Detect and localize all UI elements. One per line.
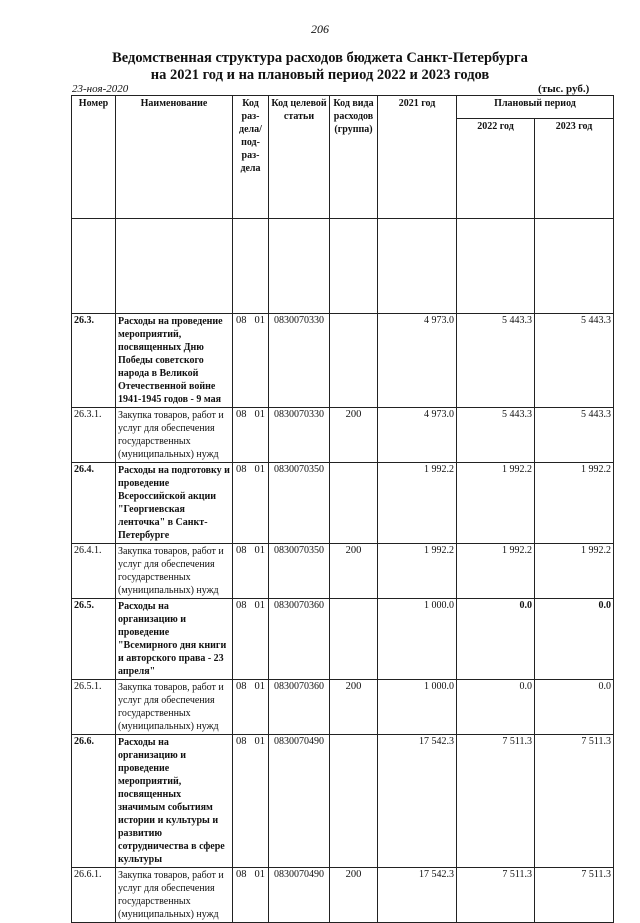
row-amount-2022: 1 992.2 (457, 544, 535, 599)
row-name: Закупка товаров, работ и услуг для обеспечения государственных (муниципальных) нужд (116, 868, 233, 923)
row-amount-2021: 1 992.2 (378, 463, 457, 544)
header-2023: 2023 год (535, 119, 614, 219)
row-amount-2023: 7 511.3 (535, 735, 614, 868)
row-target-code: 0830070350 (269, 463, 330, 544)
row-amount-2023: 0.0 (535, 680, 614, 735)
subsection-code: 01 (254, 464, 265, 475)
table-row (72, 314, 614, 408)
row-amount-2023: 5 443.3 (535, 408, 614, 463)
row-amount-2023: 1 992.2 (535, 544, 614, 599)
row-expense-group: 200 (330, 680, 378, 735)
row-section-code (233, 544, 269, 599)
table-row (72, 599, 614, 680)
header-section-code: Код раз-дела/ под-раз-дела (233, 96, 269, 219)
table-row (72, 544, 614, 599)
header-target-code: Код целевой статьи (269, 96, 330, 219)
row-amount-2023: 0.0 (535, 599, 614, 680)
row-amount-2022: 1 992.2 (457, 463, 535, 544)
row-amount-2021: 1 992.2 (378, 544, 457, 599)
header-name: Наименование (116, 96, 233, 219)
table-row (72, 463, 614, 544)
section-code: 08 (236, 409, 247, 420)
row-name: Расходы на подготовку и проведение Всероссийской акции "Георгиевская ленточка" в Санкт-Петербурге (116, 463, 233, 544)
row-amount-2023: 5 443.3 (535, 314, 614, 408)
row-name: Закупка товаров, работ и услуг для обеспечения государственных (муниципальных) нужд (116, 680, 233, 735)
section-code: 08 (236, 464, 247, 475)
row-section-code (233, 408, 269, 463)
row-amount-2021: 4 973.0 (378, 314, 457, 408)
row-amount-2022: 0.0 (457, 680, 535, 735)
row-section-code (233, 735, 269, 868)
section-code: 08 (236, 681, 247, 692)
row-expense-group: 200 (330, 408, 378, 463)
section-code: 08 (236, 600, 247, 611)
row-amount-2023: 7 511.3 (535, 868, 614, 923)
row-amount-2022: 5 443.3 (457, 314, 535, 408)
row-number: 26.3.1. (72, 408, 116, 463)
table-row (72, 680, 614, 735)
row-target-code: 0830070360 (269, 680, 330, 735)
row-number: 26.6. (72, 735, 116, 868)
row-expense-group (330, 314, 378, 408)
subsection-code: 01 (254, 545, 265, 556)
row-target-code: 0830070330 (269, 408, 330, 463)
row-section-code (233, 599, 269, 680)
subsection-code: 01 (254, 315, 265, 326)
row-name: Расходы на проведение мероприятий, посвященных Дню Победы советского народа в Великой Отечественной войне 1941-1945 годов - 9 мая (116, 314, 233, 408)
subsection-code: 01 (254, 681, 265, 692)
header-number: Номер (72, 96, 116, 219)
row-target-code: 0830070350 (269, 544, 330, 599)
row-number: 26.5.1. (72, 680, 116, 735)
budget-table (71, 95, 614, 923)
row-number: 26.4. (72, 463, 116, 544)
subsection-code: 01 (254, 409, 265, 420)
row-number: 26.5. (72, 599, 116, 680)
row-section-code (233, 680, 269, 735)
row-section-code (233, 868, 269, 923)
row-amount-2023: 1 992.2 (535, 463, 614, 544)
row-number: 26.6.1. (72, 868, 116, 923)
header-planned-period: Плановый период (457, 96, 614, 119)
row-target-code: 0830070490 (269, 735, 330, 868)
row-target-code: 0830070490 (269, 868, 330, 923)
row-expense-group (330, 463, 378, 544)
row-expense-group (330, 735, 378, 868)
row-expense-group (330, 599, 378, 680)
header-2021: 2021 год (378, 96, 457, 219)
row-amount-2022: 5 443.3 (457, 408, 535, 463)
row-amount-2022: 7 511.3 (457, 735, 535, 868)
table-body (72, 219, 614, 923)
table-row (72, 408, 614, 463)
row-amount-2021: 4 973.0 (378, 408, 457, 463)
subsection-code: 01 (254, 736, 265, 747)
table-row (72, 735, 614, 868)
document-date: 23-ноя-2020 (72, 83, 129, 95)
row-name: Расходы на организацию и проведение "Всемирного дня книги и авторского права - 23 апреля" (116, 599, 233, 680)
section-code: 08 (236, 315, 247, 326)
title-line-1: Ведомственная структура расходов бюджета Санкт-Петербурга (112, 50, 528, 66)
row-amount-2021: 17 542.3 (378, 735, 457, 868)
row-name: Закупка товаров, работ и услуг для обеспечения государственных (муниципальных) нужд (116, 408, 233, 463)
row-section-code (233, 463, 269, 544)
header-2022: 2022 год (457, 119, 535, 219)
row-amount-2021: 1 000.0 (378, 680, 457, 735)
subsection-code: 01 (254, 869, 265, 880)
document-title (0, 50, 640, 84)
row-target-code: 0830070330 (269, 314, 330, 408)
row-target-code: 0830070360 (269, 599, 330, 680)
section-code: 08 (236, 869, 247, 880)
row-amount-2022: 0.0 (457, 599, 535, 680)
row-number: 26.3. (72, 314, 116, 408)
row-expense-group: 200 (330, 544, 378, 599)
section-code: 08 (236, 736, 247, 747)
page-number: 206 (311, 22, 329, 36)
header-expense-group: Код вида расходов (группа) (330, 96, 378, 219)
blank-row (72, 219, 614, 314)
row-section-code (233, 314, 269, 408)
row-amount-2021: 1 000.0 (378, 599, 457, 680)
row-number: 26.4.1. (72, 544, 116, 599)
title-line-2: на 2021 год и на плановый период 2022 и 2023 годов (150, 67, 490, 83)
row-expense-group: 200 (330, 868, 378, 923)
row-name: Расходы на организацию и проведение мероприятий, посвященных значимым событиям истории и культуры и развитию сотрудничества в сфере культуры (116, 735, 233, 868)
units-label: (тыс. руб.) (538, 83, 590, 95)
table-row (72, 868, 614, 923)
row-amount-2022: 7 511.3 (457, 868, 535, 923)
row-amount-2021: 17 542.3 (378, 868, 457, 923)
subsection-code: 01 (254, 600, 265, 611)
section-code: 08 (236, 545, 247, 556)
row-name: Закупка товаров, работ и услуг для обеспечения государственных (муниципальных) нужд (116, 544, 233, 599)
